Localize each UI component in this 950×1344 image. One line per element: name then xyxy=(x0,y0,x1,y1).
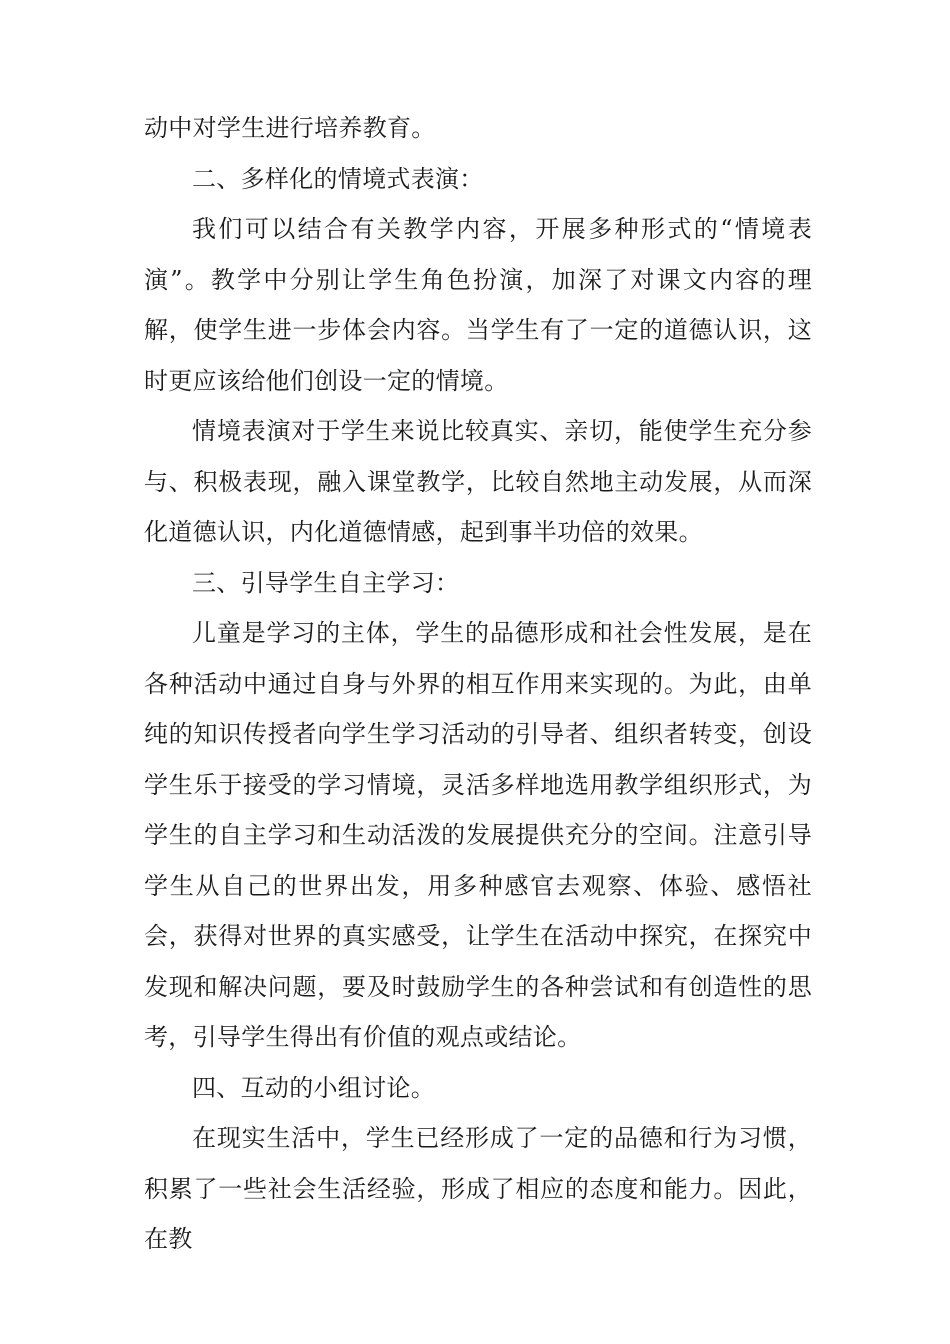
paragraph-continuation: 动中对学生进行培养教育。 xyxy=(144,114,436,142)
section-heading-2: 二、多样化的情境式表演： xyxy=(192,164,484,193)
paragraph-performance-effect: 情境表演对于学生来说比较真实、亲切，能使学生充分参与、积极表现，融入课堂教学，比较自然地主动发展，从而深化道德认识，内化道德情感，起到事半功倍的效果。 xyxy=(144,417,812,546)
paragraph-situational-performance: 我们可以结合有关教学内容，开展多种形式的“情境表演”。教学中分别让学生角色扮演，加深了对课文内容的理解，使学生进一步体会内容。当学生有了一定的道德认识，这时更应该给他们创设一定的情境。 xyxy=(144,215,812,395)
section-heading-4: 四、互动的小组讨论。 xyxy=(192,1073,435,1102)
section-heading-3: 三、引导学生自主学习： xyxy=(192,568,460,597)
paragraph-autonomous-learning: 儿童是学习的主体，学生的品德形成和社会性发展，是在各种活动中通过自身与外界的相互作用来实现的。为此，由单纯的知识传授者向学生学习活动的引导者、组织者转变，创设学生乐于接受的学习情境，灵活多样地选用教学组织形式，为学生的自主学习和生动活泼的发展提供充分的空间。注意引导学生从自己的世界出发，用多种感官去观察、体验、感悟社会，获得对世界的真实感受，让学生在活动中探究，在探究中发现和解决问题，要及时鼓励学生的各种尝试和有创造性的思考，引导学生得出有价值的观点或结论。 xyxy=(144,619,812,1051)
paragraph-group-discussion: 在现实生活中，学生已经形成了一定的品德和行为习惯，积累了一些社会生活经验，形成了相应的态度和能力。因此，在教 xyxy=(144,1124,812,1253)
document-body xyxy=(144,103,812,1265)
